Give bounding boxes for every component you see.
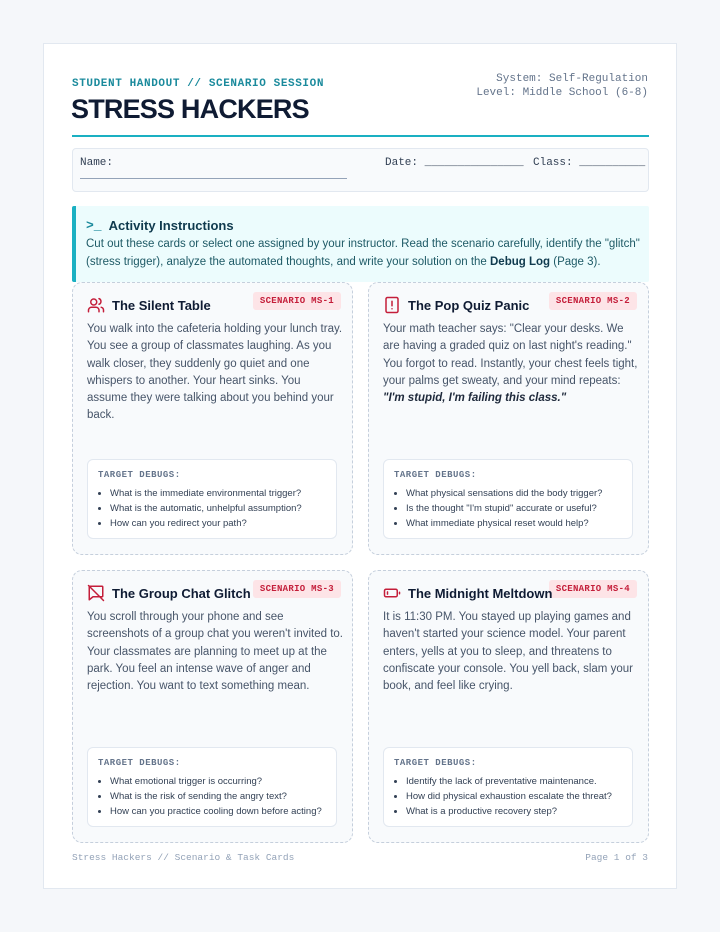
terminal-prompt-icon: >_ xyxy=(86,218,102,233)
debug-item: • What is the automatic, unhelpful assumption? xyxy=(110,501,302,516)
card-scenario-quote: "I'm stupid, I'm failing this class." xyxy=(383,392,567,405)
target-debugs-box xyxy=(87,459,337,539)
target-debugs-box xyxy=(87,747,337,827)
target-debugs-list xyxy=(110,774,322,819)
battery-low-icon xyxy=(383,584,401,602)
scenario-card-ms-2[interactable] xyxy=(368,282,649,555)
target-debugs-label: TARGET DEBUGS: xyxy=(394,758,477,768)
debug-item: • What is a productive recovery step? xyxy=(406,804,612,819)
card-title: The Group Chat Glitch xyxy=(112,585,251,601)
card-title: The Pop Quiz Panic xyxy=(408,297,530,313)
debug-item: • How can you practice cooling down before acting? xyxy=(110,804,322,819)
target-debugs-list xyxy=(110,486,302,531)
instructions-text-part: Cut out these cards or select one assigned by your instructor. Read the scenario carefully, identify the "glitch" (stress trigger), analyze the automated thoughts, and write your solution on the xyxy=(86,238,640,268)
card-scenario-text: You walk into the cafeteria holding your lunch tray. You see a group of classmates laughing. As you walk closer, they suddenly go quiet and one whispers to another. Your heart sinks. You assume they were talking about you behind your back. xyxy=(87,323,343,422)
class-field[interactable]: Class: __________ xyxy=(533,157,646,169)
target-debugs-label: TARGET DEBUGS: xyxy=(98,470,181,480)
debug-item: • What physical sensations did the body trigger? xyxy=(406,486,602,501)
header-meta xyxy=(476,72,648,100)
debug-item: • What is the risk of sending the angry text? xyxy=(110,789,322,804)
debug-item: • How did physical exhaustion escalate the threat? xyxy=(406,789,612,804)
student-info-bar xyxy=(72,148,649,192)
target-debugs-list xyxy=(406,486,602,531)
instructions-text-end: (Page 3). xyxy=(550,255,601,268)
debug-item: • What emotional trigger is occurring? xyxy=(110,774,322,789)
scenario-card-ms-3[interactable] xyxy=(72,570,353,843)
card-scenario-text: You scroll through your phone and see screenshots of a group chat you weren't invited to. Your classmates are planning to meet up at the park. You feel an intense wave of anger and rejection. You want to text something mean. xyxy=(87,611,343,693)
scenario-badge: SCENARIO MS-1 xyxy=(253,292,341,310)
debug-item: • Identify the lack of preventative maintenance. xyxy=(406,774,612,789)
target-debugs-box xyxy=(383,459,633,539)
users-icon xyxy=(87,296,105,314)
instructions-box xyxy=(72,206,649,282)
card-title: The Silent Table xyxy=(112,297,211,313)
alert-file-icon xyxy=(383,296,401,314)
scenario-card-ms-4[interactable] xyxy=(368,570,649,843)
debug-item: • What is the immediate environmental trigger? xyxy=(110,486,302,501)
date-field[interactable]: Date: _______________ xyxy=(385,157,524,169)
target-debugs-label: TARGET DEBUGS: xyxy=(394,470,477,480)
card-header xyxy=(383,296,529,314)
footer-title: Stress Hackers // Scenario & Task Cards xyxy=(72,852,295,863)
page-title: STRESS HACKERS xyxy=(71,94,309,124)
target-debugs-label: TARGET DEBUGS: xyxy=(98,758,181,768)
debug-item: • How can you redirect your path? xyxy=(110,516,302,531)
header-divider xyxy=(72,135,649,137)
instructions-title-text: Activity Instructions xyxy=(108,218,234,233)
card-title: The Midnight Meltdown xyxy=(408,585,553,601)
target-debugs-list xyxy=(406,774,612,819)
header-kicker: STUDENT HANDOUT // SCENARIO SESSION xyxy=(72,78,325,90)
card-header xyxy=(87,584,251,602)
debug-log-reference: Debug Log xyxy=(490,255,551,268)
debug-item: • What immediate physical reset would help? xyxy=(406,516,602,531)
handout-page xyxy=(43,43,677,889)
system-label: System: Self-Regulation xyxy=(496,73,648,85)
scenario-badge: SCENARIO MS-4 xyxy=(549,580,637,598)
card-header xyxy=(87,296,211,314)
scenario-badge: SCENARIO MS-2 xyxy=(549,292,637,310)
instructions-title xyxy=(86,218,234,233)
scenario-badge: SCENARIO MS-3 xyxy=(253,580,341,598)
message-off-icon xyxy=(87,584,105,602)
debug-item: • Is the thought "I'm stupid" accurate or useful? xyxy=(406,501,602,516)
page-number: Page 1 of 3 xyxy=(585,852,648,863)
target-debugs-box xyxy=(383,747,633,827)
name-field-line[interactable] xyxy=(80,178,347,179)
level-label: Level: Middle School (6-8) xyxy=(476,87,648,99)
instructions-text xyxy=(86,236,646,271)
card-scenario-text-main: Your math teacher says: "Clear your desks. We are having a graded quiz on last night's reading." You forgot to read. Instantly, your chest feels tight, your palms get sweaty, and your mind repeats: xyxy=(383,323,638,387)
card-scenario-text: It is 11:30 PM. You stayed up playing games and haven't started your science model. Your parent enters, yells at you to sleep, and threatens to confiscate your console. You yell back, slam your book, and feel like crying. xyxy=(383,611,633,693)
card-scenario-text xyxy=(383,321,639,407)
scenario-card-ms-1[interactable] xyxy=(72,282,353,555)
card-header xyxy=(383,584,552,602)
name-label: Name: xyxy=(80,157,114,169)
